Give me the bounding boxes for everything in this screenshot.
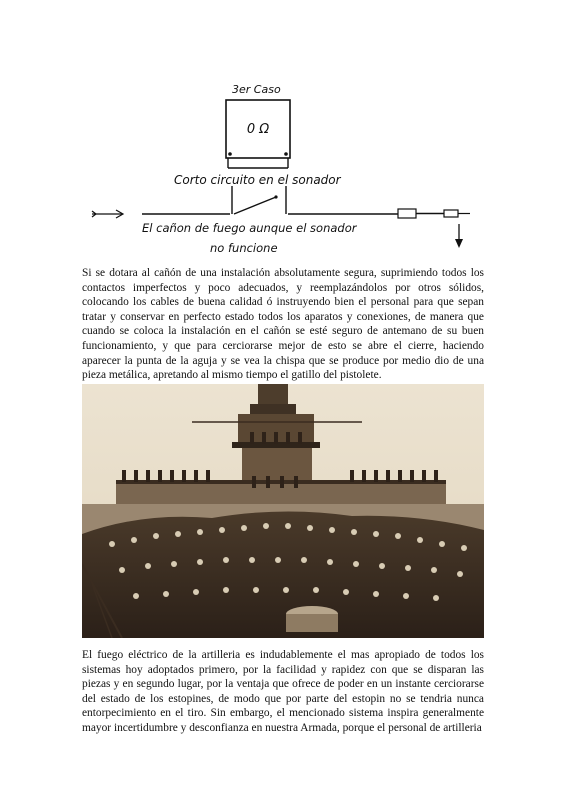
paragraph-1: Si se dotara al cañón de una instalación absolutamente segura, suprimiendo todos los contactos imperfectos y poco adecuados, y reemplazándolos por otros sólidos, colocando los cables de buena calidad ó instruyendo bien el personal para que sepan tratar y conservar en perfecto estado todos los aparatos y conexiones, de manera que cuando se coloca la instalación en el cañón se esté seguro de antemano de su buen funcionamiento, y que para cerciorarse mejor de esto se abre el cierre, haciendo aparecer la punta de la aguja y se vea la chispa que se produce por medio dio de una pieza metálica, apretando al mismo tiempo el gatillo del pistolete. [82, 267, 484, 382]
primer-element [398, 209, 416, 218]
case-label: 3er Caso [232, 83, 281, 96]
box-terminal-left [228, 152, 232, 156]
short-circuit-label: Corto circuito en el sonador [174, 173, 341, 187]
diagram-caption-line-1: El cañon de fuego aunque el sonador [142, 221, 357, 235]
circuit-diagram [80, 76, 490, 256]
switch-blade [234, 197, 276, 214]
arrow-down-icon [455, 239, 463, 248]
photo-illustration [82, 384, 484, 638]
resistance-label: 0 Ω [246, 122, 270, 137]
paragraph-2: El fuego eléctrico de la artilleria es indudablemente el mas apropiado de todos los sistemas hoy adoptados primero, por la facilidad y rapidez con que se disparan las piezas y en segundo lugar, por la ventaja que ofrece de poder en un instante cerciorarse del estado de los estopines, de modo que por parte del estopin no se tendria nunca entorpecimiento en el tiro. Sin embargo, el mencionado sistema inspira generalmente mayor incertidumbre y desconfianza en nuestra Armada, porque el personal de artilleria [82, 649, 484, 734]
circuit-diagram-svg [80, 76, 490, 256]
diagram-caption-line-2: no funcione [210, 241, 278, 255]
warship-crew-photo [82, 384, 484, 638]
box-terminal-right [284, 152, 288, 156]
